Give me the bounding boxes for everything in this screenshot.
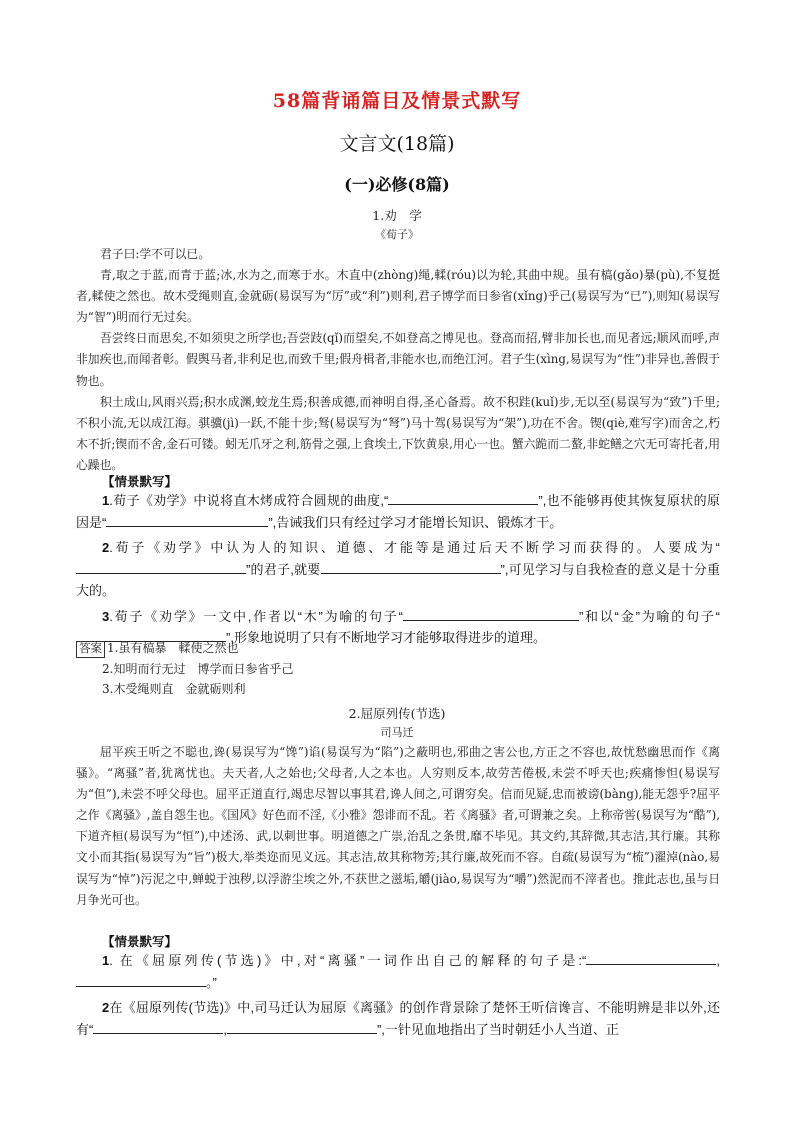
answer-line <box>76 638 293 659</box>
article-body <box>76 742 720 911</box>
paragraph: 青,取之于蓝,而青于蓝;冰,水为之,而寒于水。木直中(zhòng)绳,輮(róu)以为轮,其曲中规。虽有槁(gǎo)暴(pù),不复挺者,輮使之然也。故木受绳则直,金就砺(易误写为“厉”或“利”)则利,君子博学而日参省(xǐng)乎己(易误写为“已”),则知(易误写为“智”)明而行无过矣。 <box>76 268 720 325</box>
exercise-list <box>76 950 720 1040</box>
answer-blank[interactable] <box>403 606 579 621</box>
paragraph: 积土成山,风雨兴焉;积水成渊,蛟龙生焉;积善成德,而神明自得,圣心备焉。故不积跬(kuǐ)步,无以至(易误写为“致”)千里;不积小流,无以成江海。骐骥(jì)一跃,不能十步;驽(易误写为“弩”)马十驾(易误写为“架”),功在不舍。锲(qiè,难写字)而舍之,朽木不折;锲而不舍,金石可镂。蚓无爪牙之利,筋骨之强,上食埃土,下饮黄泉,用心一也。蟹六跪而二螯,非蛇鳝之穴无可寄托者,用心躁也。 <box>76 394 720 472</box>
answer-blank[interactable] <box>586 950 716 965</box>
exercise-number: 1 <box>102 493 110 508</box>
exercise-text: ”,一针见血地指出了当时朝廷小人当道、正 <box>376 1021 619 1037</box>
exercise-text: , <box>716 953 720 968</box>
answer-tag: 答案 <box>76 641 105 658</box>
answer-line: 3.木受绳则直 金就砺则利 <box>102 682 246 696</box>
article-body <box>76 244 720 476</box>
paragraph: 吾尝终日而思矣,不如须臾之所学也;吾尝跂(qǐ)而望矣,不如登高之博见也。登高而招,臂非加长也,而见者远;顺风而呼,声非加疾也,而闻者彰。假舆马者,非利足也,而致千里;假舟楫者,非能水也,而绝江河。君子生(xìng,易误写为“性”)非异也,善假于物也。 <box>76 331 720 388</box>
exercise-text: .荀子《劝学》中认为人的知识、道德、才能等是通过后天不断学习而获得的。人要成为“ <box>109 540 720 555</box>
answer-text: 1.虽有槁暴 輮使之然也 <box>107 641 239 655</box>
exercise-text: ”,形象地说明了只有不断地学习才能够取得进步的道理。 <box>226 630 546 645</box>
section-heading: (一)必修(8篇) <box>344 175 450 194</box>
exercise-number: 2 <box>102 1000 110 1015</box>
exercise-number: 2 <box>102 540 110 555</box>
exercise-number: 3 <box>102 608 110 624</box>
paragraph: 君子曰:学不可以已。 <box>100 247 211 261</box>
answer-blank[interactable] <box>388 490 538 505</box>
answer-blank[interactable] <box>76 559 246 574</box>
exercise-text: ”,告诫我们只有经过学习才能增长知识、锻炼才干。 <box>268 514 563 530</box>
exercise-text: 。” <box>206 974 217 990</box>
answer-line: 2.知明而行无过 博学而日参省乎己 <box>102 661 294 676</box>
document-title: 58篇背诵篇目及情景式默写 <box>272 90 522 112</box>
exercise-number: 1 <box>102 953 110 968</box>
exercise-item <box>76 537 720 602</box>
exercise-text: ”和以“金”为喻的句子“ <box>578 608 720 624</box>
article-title: 1.劝 学 <box>372 208 422 223</box>
exercise-text: . 在《屈原列传(节选)》中,对“离骚”一词作出自己的解释的句子是:“ <box>109 953 587 968</box>
exercise-text: ”,可见学习与自我检查的意义是十分重大的。 <box>76 561 720 598</box>
article-author: 《荀子》 <box>375 228 419 241</box>
answer-blank[interactable] <box>76 972 206 987</box>
exercise-text: , <box>223 1021 227 1037</box>
answer-blank[interactable] <box>106 512 268 527</box>
exercise-text: .荀子《劝学》一文中,作者以“木”为喻的句子“ <box>109 608 403 624</box>
answer-blank[interactable] <box>227 1019 377 1034</box>
exercise-item <box>76 997 720 1040</box>
exercise-list <box>76 490 720 649</box>
category-heading: 文言文(18篇) <box>339 133 455 155</box>
exercise-heading: 【情景默写】 <box>102 934 178 949</box>
answer-blank[interactable] <box>321 559 501 574</box>
article-title: 2.屈原列传(节选) <box>348 706 446 721</box>
exercise-text: ”,也不能够再使其恢复原状的原因是“ <box>76 493 720 530</box>
paragraph: 屈平疾王听之不聪也,谗(易误写为“馋”)谄(易误写为“陷”)之蔽明也,邪曲之害公也,方正之不容也,故忧愁幽思而作《离骚》。“离骚”者,犹离忧也。夫天者,人之始也;父母者,人之本也。人穷则反本,故劳苦倦极,未尝不呼天也;疾痛惨怛(易误写为“但”),未尝不呼父母也。屈平正道直行,竭忠尽智以事其君,谗人间之,可谓穷矣。信而见疑,忠而被谤(bàng),能无怨乎?屈平之作《离骚》,盖自怨生也。《国风》好色而不淫,《小雅》怨诽而不乱。若《离骚》者,可谓兼之矣。上称帝喾(易误写为“酷”),下道齐桓(易误写为“恒”),中述汤、武,以刺世事。明道德之广崇,治乱之条贯,靡不毕见。其文约,其辞微,其志洁,其行廉。其称文小而其指(易误写为“旨”)极大,举类迩而见义远。其志洁,故其称物芳;其行廉,故死而不容。自疏(易误写为“梳”)濯淖(nào,易误写为“悼”)污泥之中,蝉蜕于浊秽,以浮游尘埃之外,不获世之滋垢,皭(jiào,易误写为“嚼”)然泥而不滓者也。推此志也,虽与日月争光可也。 <box>76 745 720 907</box>
answer-blank[interactable] <box>93 1019 223 1034</box>
answer-block <box>76 638 293 700</box>
article-author: 司马迁 <box>380 726 414 739</box>
exercise-heading: 【情景默写】 <box>102 474 178 489</box>
exercise-text: .荀子《劝学》中说将直木烤成符合圆规的曲度,“ <box>109 493 389 508</box>
exercise-text: ”的君子,就要 <box>246 561 321 577</box>
exercise-text: 在《屈原列传(节选)》中,司马迁认为屈原《离骚》的创作背景除了楚怀王听信谗言、不能明辨是非以外,还有“ <box>76 1000 720 1037</box>
exercise-item <box>76 490 720 533</box>
exercise-item <box>76 950 720 993</box>
